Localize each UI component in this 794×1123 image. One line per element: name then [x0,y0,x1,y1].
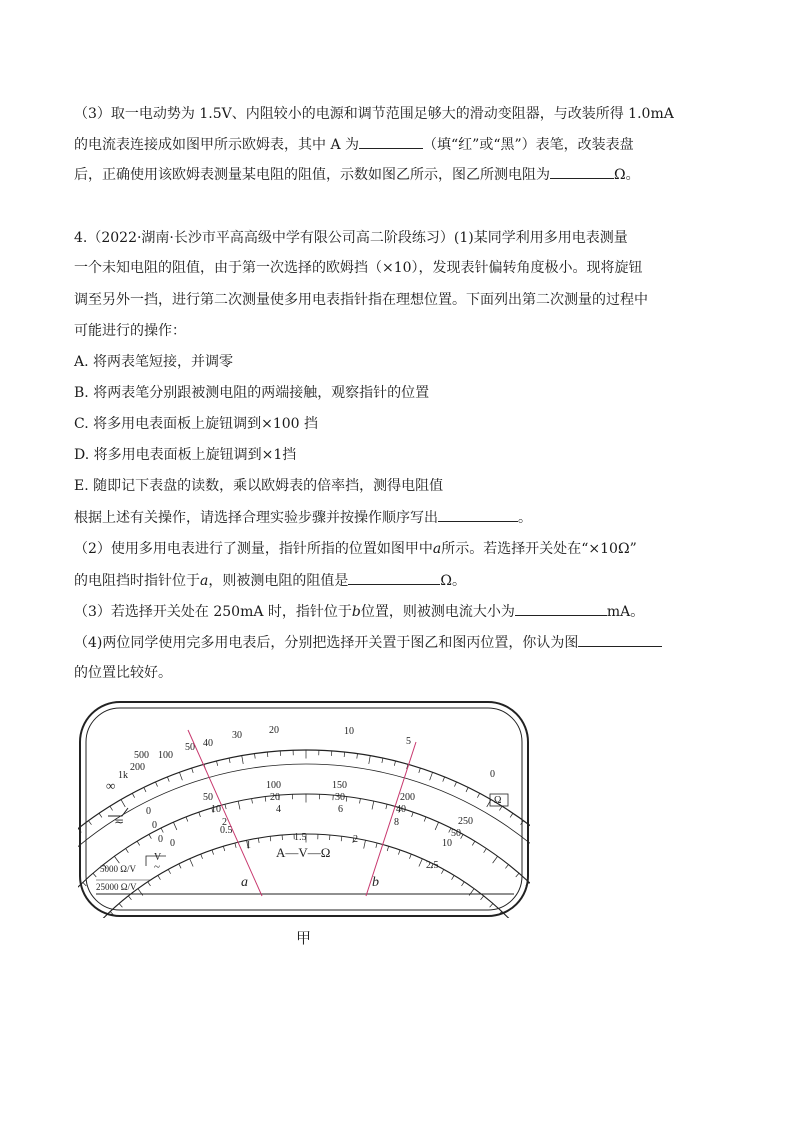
q3-line-1: （3）取一电动势为 1.5V、内阻较小的电源和调节范围足够大的滑动变阻器，与改装所得 1.0mA [74,106,674,122]
mid-outer-0: 0 [146,806,151,817]
q4-line-10: 根据上述有关操作，请选择合理实验步骤并按操作顺序写出 。 [74,507,532,528]
mid-inner-20: 20 [270,792,280,803]
ohm-label-20: 20 [269,725,279,736]
option-d: D. 将多用电表面板上旋钮调到×1挡 [74,447,297,463]
inner-tick [158,875,161,879]
ohm-tick [454,782,456,787]
q4-line-1: 4.（2022·湖南·长沙市平高高级中学有限公司高二阶段练习）(1)某同学利用多用电表测量 [74,230,628,246]
ohm-tick [99,813,102,817]
mid-tick [137,841,140,845]
q4-line-3: 调至另外一挡，进行第二次测量使多用电表指针指在理想位置。下面列出第二次测量的过程中 [74,292,648,308]
q4-part-3: （3）若选择开关处在 250mA 时，指针位于b位置，则被测电流大小为 mA。 [74,601,644,622]
inner-tick [419,859,422,867]
mid-small-4: 4 [276,804,281,815]
mid-tick [346,797,347,802]
inner-tick [119,903,122,907]
ohm-tick [229,758,230,763]
mid-inner-40: 40 [396,804,406,815]
inner-tick [490,903,493,907]
mid-tick [93,873,96,877]
ohm-tick [443,777,445,782]
mid-inner-0: 0 [152,820,157,831]
inner-tick [376,843,377,848]
mid-tick [516,873,519,877]
mid-tick [252,799,253,804]
ohm-tick [466,787,468,791]
mid-outer-200: 200 [400,792,415,803]
ohm-tick [499,806,502,810]
multimeter-dial-figure [78,700,530,918]
mid-tick [265,797,266,802]
q3-line-3: 后，正确使用该欧姆表测量某电阻的阻值，示数如图乙所示，图乙所测电阻为 Ω。 [74,164,640,185]
ohm-tick [167,777,169,782]
ohm-tick [477,793,479,797]
ohm-tick [216,761,217,766]
ohm-tick [132,793,134,797]
mid-small-2: 2 [222,817,227,828]
mid-tick [505,865,508,869]
ohm-label-30: 30 [232,730,242,741]
mid-tick [238,801,240,809]
ohm-tick [179,772,182,780]
inner-tick [223,846,224,851]
option-e: E. 随即记下表盘的读数，乘以欧姆表的倍率挡，测得电阻值 [74,478,444,494]
pointer-a-label: a [241,875,248,890]
blank-resistance-yi[interactable] [550,164,614,179]
ohm-tick [110,806,113,810]
ohm-tick [242,756,243,764]
ohm-label-5: 5 [406,736,411,747]
mid-tick [149,834,151,838]
ohm-tick [144,787,146,791]
mid-outer-50: 50 [203,792,213,803]
mid-tick [360,799,361,804]
mid-small-6: 6 [338,804,343,815]
mid-tick [114,856,119,863]
mid-small-0: 0 [158,834,163,845]
mid-outer-100: 100 [266,780,281,791]
q4-part-2-line-1: （2）使用多用电表进行了测量，指针所指的位置如图甲中a所示。若选择开关处在“×10Ω” [74,541,637,557]
inner-tick [398,850,400,855]
sensitivity-ac-label: 25000 Ω/V [96,882,137,892]
mid-tick [386,804,387,809]
q4-line-4: 可能进行的操作： [74,323,186,339]
mid-inner-50: 50 [451,828,461,839]
blank-steps[interactable] [438,507,518,522]
mid-tick [161,828,163,832]
mid-tick [199,812,201,817]
blank-resistance-value[interactable] [348,570,440,585]
blank-pen-color[interactable] [359,134,423,149]
inner-tick [409,854,411,859]
ohm-label-0: 0 [490,769,495,780]
pointer-b [366,742,416,896]
inner-tick [387,846,388,851]
q3-line-2: 的电流表连接成如图甲所示欧姆表，其中 A 为 （填“红”或“黑”）表笔，改装表盘 [74,134,634,155]
ac-symbol: ≂ [114,814,125,828]
ohm-label-500: 500 [134,750,149,761]
inner-tick [179,864,181,868]
ohm-unit-label: Ω [494,795,502,806]
mid-tick [83,882,86,886]
mid-tick [173,822,176,830]
mid-outer-150: 150 [332,780,347,791]
inner-tick [235,843,236,848]
v-ac-symbol: ~ [154,861,160,873]
q4-part-4-line-2: 的位置比较好。 [74,665,172,681]
inner-tick [212,850,214,855]
mid-tick [372,801,374,809]
ohm-tick [255,754,256,759]
inner-0: 0 [170,838,175,849]
inner-tick [190,859,193,867]
inner-2-5: 2.5 [426,860,439,871]
mid-tick [493,856,498,863]
ohm-tick [382,758,383,763]
inner-tick [258,838,259,843]
ohm-tick [430,772,433,780]
mid-tick [472,841,475,845]
option-b: B. 将两表笔分别跟被测电阻的两端接触，观察指针的位置 [74,385,430,401]
ohm-label-50: 50 [185,742,195,753]
inner-tick [148,882,151,886]
ohm-scale-labels [118,725,495,781]
mid-tick [461,834,463,838]
mid-outer-250: 250 [458,816,473,827]
option-a: A. 将两表笔短接，并调零 [74,354,234,370]
ohm-label-100: 100 [158,750,173,761]
sensitivity-dc-label: 5000 Ω/V [100,864,136,874]
q4-line-2: 一个未知电阻的阻值，由于第一次选择的欧姆挡（×10），发现表针偏转角度极小。现将旋钮 [74,260,643,276]
ohm-tick [510,813,513,817]
ohm-tick [419,768,421,773]
blank-current-value[interactable] [515,601,607,616]
pointer-b-label: b [372,875,379,890]
mid-inner-30: 30 [335,792,345,803]
inner-tick [168,869,170,873]
infinity-symbol: ∞ [106,778,116,793]
inner-1-5: 1.5 [294,832,307,843]
ohm-tick [369,756,370,764]
ohm-label-1k: 1k [118,770,128,781]
q4-part-2-line-2: 的电阻挡时指针位于a，则被测电阻的阻值是 Ω。 [74,570,466,591]
ohm-tick [192,768,194,773]
inner-tick [441,869,443,873]
ohm-tick [156,782,158,787]
inner-tick [201,854,203,859]
mid-tick [126,848,129,852]
inner-tick [128,896,131,900]
inner-tick [364,840,366,848]
q4-part-4-line-1: （4)两位同学使用完多用电表后，分别把选择开关置于图乙和图丙位置，你认为图 [74,632,662,653]
ohm-tick [344,752,345,757]
dial-function-label: A—V—Ω [276,845,331,860]
ohm-label-200: 200 [130,762,145,773]
figure-caption: 甲 [296,929,312,947]
mid-tick [435,822,438,830]
mid-tick [412,812,414,817]
ohm-label-10: 10 [344,726,354,737]
inner-1: 1 [246,840,251,851]
inner-2: 2 [353,834,358,845]
mid-small-8: 8 [394,817,399,828]
mid-inner-10: 10 [211,804,221,815]
inner-tick [270,836,271,841]
ohm-tick [357,754,358,759]
mid-tick [225,804,226,809]
v-label: V [154,852,162,863]
mid-outer-labels [146,780,473,827]
inner-tick [462,882,465,886]
mid-small-10: 10 [442,838,452,849]
blank-figure-choice[interactable] [578,632,662,647]
mid-tick [424,817,426,822]
option-c: C. 将多用电表面板上旋钮调到×100 挡 [74,416,319,432]
ohm-label-40: 40 [203,738,213,749]
mid-tick [484,848,487,852]
inner-0-5: 0.5 [220,825,233,836]
inner-tick [481,896,484,900]
ohm-tick [89,821,92,825]
inner-tick [341,836,342,841]
mid-tick [186,817,188,822]
ohm-tick [394,761,395,766]
inner-tick [452,875,455,879]
ohm-tick [267,752,268,757]
ohm-tick [121,800,125,807]
